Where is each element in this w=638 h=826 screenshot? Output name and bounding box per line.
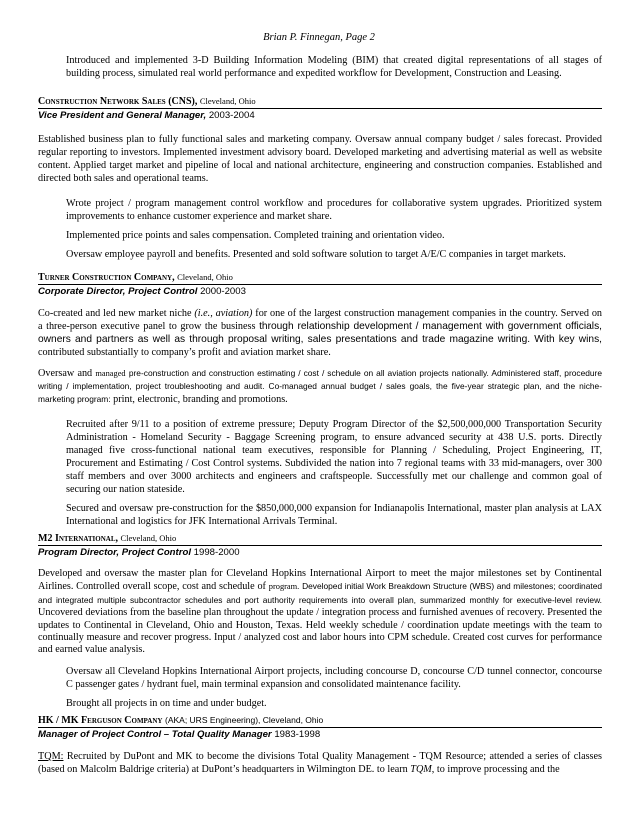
job-title-text: Manager of Project Control – Total Quality Manager xyxy=(38,729,272,740)
job-title xyxy=(38,547,602,558)
company-heading xyxy=(38,96,602,107)
company-location: (AKA; URS Engineering), Cleveland, Ohio xyxy=(164,715,324,725)
job-years: 2000-2003 xyxy=(200,286,246,297)
resp-text: Oversaw and xyxy=(38,368,93,379)
company-heading xyxy=(38,715,602,726)
section-divider xyxy=(38,545,602,546)
section-turner xyxy=(38,272,602,534)
bullet-icon xyxy=(46,418,52,431)
bullet-list xyxy=(38,665,602,710)
list-item xyxy=(38,665,602,691)
job-years: 1998-2000 xyxy=(193,547,240,558)
list-item xyxy=(38,418,602,496)
bullet-text: Recruited after 9/11 to a position of extreme pressure; Deputy Program Director of the $2,500,000,000 Transportation Security Administration - Homeland Security - Baggage Screening program, to ensure advanced security at 438 U.S. ports. Directly managed five cross-functional national team executives, responsible for Planning / Scheduling, Project Engineering, IT, Procurement and Estimating / Cost Control systems. Subdivided the nation into 7 regional teams with 33 mid-managers, over 300 staff members and over 3000 architects and engineers and craftspeople. Successfully met our challenge and common goal of securing our nation stateside. xyxy=(66,419,602,495)
bullet-icon xyxy=(46,665,52,678)
resp-text: print, electronic, branding and promotions. xyxy=(113,394,288,405)
list-item xyxy=(38,229,602,242)
summary-text: , to improve processing and the xyxy=(431,764,560,775)
bullet-list xyxy=(38,418,602,528)
bullet-text: Oversaw all Cleveland Hopkins International Airport projects, including concourse D, concourse C/D tunnel connector, concourse C passenger gates / hydrant fuel, main terminal expansion and consolidated maintenance facility. xyxy=(66,665,602,690)
list-item xyxy=(38,54,602,80)
bullet-icon xyxy=(46,197,52,210)
summary-text: Developed initial Work Breakdown Structure (WBS) and milestones; coordinated and integrated multiple subcontractor schedules and port authority requirements into overall plan, summarized monthly for executive-level review. xyxy=(38,581,603,605)
bullet-list xyxy=(38,197,602,261)
job-years: 1983-1998 xyxy=(274,729,321,740)
bullet-text: Implemented price points and sales compensation. Completed training and orientation video. xyxy=(66,230,445,241)
section-divider xyxy=(38,727,602,728)
company-heading xyxy=(38,272,602,283)
summary-label: TQM: xyxy=(38,751,64,762)
job-summary xyxy=(38,750,602,776)
job-responsibilities xyxy=(38,367,602,406)
section-divider xyxy=(38,284,602,285)
company-name: Turner Construction Company, xyxy=(38,272,175,283)
company-heading xyxy=(38,533,602,544)
job-title xyxy=(38,286,602,297)
company-name: Construction Network Sales (CNS), xyxy=(38,96,198,107)
section-divider xyxy=(38,108,602,109)
bullet-text: Introduced and implemented 3-D Building Information Modeling (BIM) that created digital representations of all stages of building process, simulated real world performance and expedited workflow for Development, Construction and Leasing. xyxy=(66,55,602,79)
job-title-text: Program Director, Project Control xyxy=(38,547,191,558)
resp-text: pre-construction and construction estimating / cost / schedule on all aviation projects nationally. Administered staff, procedure writing / implementation, project troubleshooting and audit. Co-managed annual budget / sales goals, the five-year strategic plan, and the niche-marketing program: xyxy=(38,368,603,404)
summary-emphasis: (i.e., aviation) xyxy=(194,308,253,319)
list-item xyxy=(38,697,602,710)
bullet-text: Brought all projects in on time and under budget. xyxy=(66,697,267,709)
bullet-text: Wrote project / program management control workflow and procedures for collaborative system upgrades. Prioritized system improvements to enhance customer experience and market share. xyxy=(66,198,602,222)
resp-text: managed xyxy=(95,369,126,378)
company-name: HK / MK Ferguson Company xyxy=(38,715,163,726)
company-location: Cleveland, Ohio xyxy=(120,533,177,543)
job-title-text: Corporate Director, Project Control xyxy=(38,286,198,297)
job-title-text: Vice President and General Manager, xyxy=(38,110,207,121)
intro-section xyxy=(38,54,602,86)
bullet-icon xyxy=(46,502,52,515)
job-summary xyxy=(38,568,602,657)
job-summary xyxy=(38,307,602,359)
section-cns xyxy=(38,96,602,267)
summary-text: contributed substantially to company’s profit and aviation market share. xyxy=(38,347,331,358)
summary-text: Uncovered deviations from the baseline plan throughout the update / integration process and furnished avenues of recovery. Presented the updates to Continental in Cleveland, Ohio and Houston, Texas. Held weekly schedule / coordination update meetings with the team to continually measure and recover progress. Input / analyzed cost and labor hours into CPM schedule. Created cost curves for performance and earned value analysis. xyxy=(38,607,602,656)
summary-highlight: through relationship development / management with government officials, owners and partners as well as through proposal writing, sales presentations and trade magazine writing. With key wins, xyxy=(38,321,602,345)
bullet-icon xyxy=(46,697,52,710)
summary-text: Co-created and led new market niche xyxy=(38,308,192,319)
summary-text: Developed and oversaw the master plan for Cleveland Hopkins International Airport to meet the major milestones set by Continental Airlines. Controlled overall scope, cost and schedule of xyxy=(38,568,602,593)
job-title xyxy=(38,110,602,121)
list-item xyxy=(38,248,602,261)
summary-emphasis: TQM xyxy=(410,764,432,775)
list-item xyxy=(38,197,602,223)
bullet-icon xyxy=(46,54,52,67)
summary-text: program. xyxy=(268,582,300,592)
list-item xyxy=(38,502,602,528)
company-name: M2 International, xyxy=(38,533,118,544)
bullet-text: Oversaw employee payroll and benefits. Presented and sold software solution to target A/E/C companies in target markets. xyxy=(66,249,566,260)
section-m2 xyxy=(38,533,602,716)
summary-text: for one of the largest construction management companies in the country. Served on a three-person executive panel to grow the business xyxy=(38,308,603,332)
page-header: Brian P. Finnegan, Page 2 xyxy=(263,32,375,43)
summary-text: Recruited by DuPont and MK to become the divisions Total Quality Management - TQM Resource; attended a series of classes (based on Malcolm Baldrige criteria) at DuPont’s headquarters in Wilmington DE. to learn xyxy=(38,751,603,775)
job-years: 2003-2004 xyxy=(208,110,255,121)
bullet-text: Secured and oversaw pre-construction for the $850,000,000 expansion for Indianapolis International, master plan analysis at LAX International and logistics for JFK International Arrivals Terminal. xyxy=(66,503,602,527)
company-location: Cleveland, Ohio xyxy=(199,96,256,106)
company-location: Cleveland, Ohio xyxy=(177,272,233,282)
job-title xyxy=(38,729,602,740)
bullet-icon xyxy=(46,229,52,242)
job-summary: Established business plan to fully functional sales and marketing company. Oversaw annual company budget / sales forecast. Provided regular reporting to investors. Implemented investment advisory board. Developed marketing and advertising material as well as website content. Applied target market and pipeline of local and national architecture, engineering and construction companies. Established and directed both sales and operational teams. xyxy=(38,134,602,184)
bullet-icon xyxy=(46,248,52,261)
section-hk-mk xyxy=(38,715,602,776)
